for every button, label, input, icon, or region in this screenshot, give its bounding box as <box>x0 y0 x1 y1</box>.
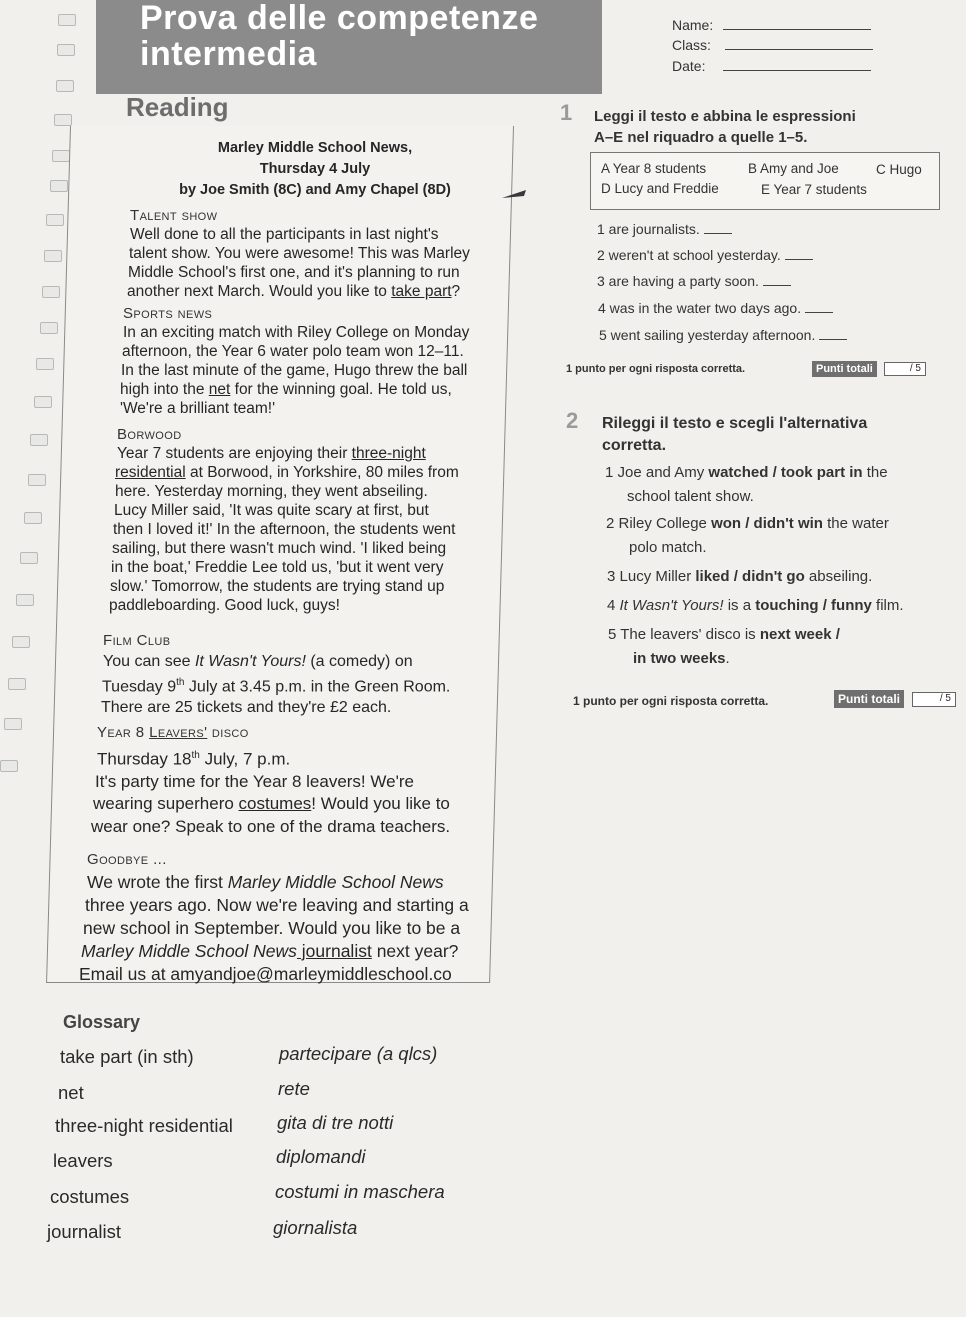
text: . <box>725 650 730 667</box>
page-title <box>140 0 538 72</box>
newsletter-masthead <box>150 138 480 201</box>
article-line: in the boat,' Freddie Lee told us, 'but it went very <box>111 559 444 576</box>
article-line <box>127 282 510 301</box>
masthead-line: Marley Middle School News, <box>217 140 413 156</box>
text: wearing superhero <box>93 794 239 814</box>
masthead-line: Thursday 4 July <box>259 161 371 177</box>
question-text: 3 are having a party soon. <box>597 273 759 289</box>
glossary-term: costumes <box>50 1186 130 1207</box>
sports-news-heading: Sports news <box>123 305 213 322</box>
article-line: talent show. You were awesome! This was Marley <box>129 245 470 262</box>
pen-tip-icon <box>502 188 528 200</box>
choice-d: D Lucy and Freddie <box>601 181 719 196</box>
binding-hole <box>30 434 48 446</box>
article-line: Lucy Miller said, 'It was quite scary at first, but <box>114 502 429 519</box>
glossary-term-three-night: three-night <box>351 445 426 462</box>
article-line: three years ago. Now we're leaving and starting a <box>85 895 469 915</box>
text: another next March. Would you like to <box>127 283 392 300</box>
article-line <box>117 444 507 463</box>
article-line <box>97 745 507 771</box>
date-label: Date: <box>672 58 706 74</box>
choice-a: A Year 8 students <box>601 161 707 176</box>
choice-b: B Amy and Joe <box>748 161 839 176</box>
text: at Borwood, in Yorkshire, 80 miles from <box>185 464 459 481</box>
film-club-heading: Film Club <box>103 632 171 649</box>
article-line: here. Yesterday morning, they went abseiling. <box>115 483 428 500</box>
choice-options[interactable]: liked / didn't go <box>695 568 805 585</box>
ex2-total-label: Punti totali <box>834 690 904 708</box>
answer-blank[interactable] <box>805 301 833 313</box>
answer-blank[interactable] <box>704 222 732 234</box>
ex2-question-5 <box>608 623 840 671</box>
talent-show-heading: Talent show <box>130 207 218 224</box>
ex2-question-2 <box>606 512 889 560</box>
title-line2: intermedia <box>140 35 317 73</box>
goodbye-heading: Goodbye ... <box>87 851 167 868</box>
class-label: Class: <box>672 37 711 53</box>
choice-e: E Year 7 students <box>761 182 867 197</box>
glossary-term-journalist: journalist <box>296 941 372 961</box>
ex2-question-4 <box>607 594 904 618</box>
name-line[interactable] <box>723 17 871 30</box>
title-line: corretta. <box>602 437 667 454</box>
text: 4 <box>607 597 620 614</box>
text: next year? <box>371 941 459 961</box>
ex2-question-1 <box>605 461 888 509</box>
text: 2 Riley College <box>606 515 712 532</box>
answer-blank[interactable] <box>763 274 791 286</box>
text: abseiling. <box>804 568 873 585</box>
newsletter-name: Marley Middle School News <box>81 941 297 961</box>
exercise-2-title <box>602 413 867 457</box>
article-line: There are 25 tickets and they're £2 each. <box>101 699 392 717</box>
binding-hole <box>50 180 68 192</box>
binding-hole <box>58 14 76 26</box>
article-line: wear one? Speak to one of the drama teachers. <box>91 816 451 836</box>
glossary-translation: partecipare (a qlcs) <box>279 1043 438 1064</box>
binding-hole <box>46 214 64 226</box>
choice-options[interactable]: won / didn't win <box>711 515 823 532</box>
film-club-article <box>103 630 503 718</box>
article-line: new school in September. Would you like to be a <box>83 918 461 938</box>
name-field[interactable] <box>672 17 871 33</box>
exercise-1-number: 1 <box>560 100 573 125</box>
glossary-translation: diplomandi <box>276 1146 366 1167</box>
text: Year 7 students are enjoying their <box>117 445 352 462</box>
text: ? <box>451 283 461 300</box>
glossary-term: take part (in sth) <box>60 1046 194 1067</box>
text: (a comedy) on <box>305 653 413 670</box>
article-line <box>93 793 507 816</box>
binding-hole <box>54 114 72 126</box>
page-binding-edge <box>0 0 60 1317</box>
binding-hole <box>42 286 60 298</box>
text: We wrote the first <box>87 872 228 892</box>
choice-c: C Hugo <box>876 162 922 177</box>
glossary-translation: giornalista <box>273 1217 358 1238</box>
glossary-term: leavers <box>53 1150 113 1171</box>
binding-hole <box>4 718 22 730</box>
talent-show-article <box>127 206 510 301</box>
choices-box <box>590 152 940 210</box>
glossary-term: net <box>58 1082 84 1103</box>
glossary-term-residential: residential <box>115 464 186 481</box>
binding-hole <box>0 760 18 772</box>
film-title: It Wasn't Yours! <box>619 597 724 614</box>
text: Year 8 <box>97 724 150 741</box>
text: high into the <box>120 381 209 398</box>
glossary-term-leavers: Leavers' <box>149 724 208 741</box>
text: film. <box>871 597 904 614</box>
text: July at 3.45 p.m. in the Green Room. <box>184 678 451 696</box>
title-line: A–E nel riquadro a quelle 1–5. <box>594 129 808 146</box>
glossary-term-take-part: take part <box>391 283 452 300</box>
article-line <box>115 463 507 482</box>
ex2-question-3 <box>607 565 872 589</box>
article-line: It's party time for the Year 8 leavers! We're <box>95 771 414 791</box>
choice-options[interactable]: touching / funny <box>755 597 872 614</box>
glossary-title: Glossary <box>63 1012 141 1032</box>
ex1-total-label: Punti totali <box>812 361 877 377</box>
text: for the winning goal. He told us, <box>230 381 452 398</box>
question-text: 4 was in the water two days ago. <box>598 300 802 316</box>
binding-hole <box>34 396 52 408</box>
article-line: Middle School's first one, and it's planning to run <box>128 264 460 281</box>
superscript: th <box>191 749 200 761</box>
article-line <box>103 651 503 672</box>
question-text: 1 are journalists. <box>597 221 700 237</box>
binding-hole <box>20 552 38 564</box>
text: Tuesday 9 <box>102 678 177 696</box>
glossary-term-costumes: costumes <box>238 794 312 814</box>
binding-hole <box>28 474 46 486</box>
glossary-translation: gita di tre notti <box>277 1112 394 1133</box>
text: disco <box>207 724 249 741</box>
article-line: In the last minute of the game, Hugo threw the ball <box>121 362 468 379</box>
article-line <box>120 380 508 399</box>
glossary-term: journalist <box>47 1221 122 1242</box>
choice-options[interactable]: next week / <box>759 626 840 643</box>
date-line[interactable] <box>723 58 871 71</box>
text: You can see <box>103 653 195 670</box>
ex1-points-note: 1 punto per ogni risposta corretta. <box>566 363 746 375</box>
article-line: Email us at amyandjoe@marleymiddleschool.co <box>79 964 452 984</box>
text: Thursday 18 <box>97 749 192 769</box>
exercise-1-title <box>594 106 856 148</box>
goodbye-article <box>79 848 507 986</box>
ex1-question-1 <box>597 221 732 237</box>
title-line1: Prova delle competenze <box>140 0 539 37</box>
glossary-translation: costumi in maschera <box>275 1181 445 1202</box>
text: is a <box>723 597 756 614</box>
class-field[interactable] <box>672 37 873 53</box>
question-text: 5 went sailing yesterday afternoon. <box>599 327 816 343</box>
article-line <box>81 940 507 963</box>
binding-hole <box>52 150 70 162</box>
title-line: Leggi il testo e abbina le espressioni <box>594 108 856 125</box>
name-label: Name: <box>672 17 714 33</box>
binding-hole <box>56 80 74 92</box>
choice-options[interactable]: in two weeks <box>633 650 726 667</box>
text: the <box>862 464 888 481</box>
text: polo match. <box>629 539 707 556</box>
article-line: 'We're a brilliant team!' <box>120 400 276 417</box>
masthead-line: by Joe Smith (8C) and Amy Chapel (8D) <box>179 182 451 198</box>
film-title: It Wasn't Yours! <box>194 653 306 670</box>
ex2-total-score[interactable]: / 5 <box>912 692 956 707</box>
header-band <box>96 0 602 94</box>
article-line: afternoon, the Year 6 water polo team won 12–11. <box>122 343 464 360</box>
disco-article <box>91 722 507 838</box>
text: July, 7 p.m. <box>199 749 291 769</box>
question-text: 2 weren't at school yesterday. <box>597 247 781 263</box>
ex1-question-3 <box>597 273 791 289</box>
answer-blank[interactable] <box>819 328 847 340</box>
binding-hole <box>40 322 58 334</box>
class-line[interactable] <box>725 37 873 50</box>
article-line: In an exciting match with Riley College on Monday <box>123 324 470 341</box>
text: school talent show. <box>627 488 754 505</box>
article-line: then I loved it!' In the afternoon, the students went <box>113 521 456 538</box>
ex2-points-note: 1 punto per ogni risposta corretta. <box>573 694 769 708</box>
exercise-2-number: 2 <box>566 408 579 433</box>
answer-blank[interactable] <box>785 248 813 260</box>
binding-hole <box>16 594 34 606</box>
glossary-term: three-night residential <box>55 1115 233 1136</box>
date-field[interactable] <box>672 58 871 74</box>
glossary-term-net: net <box>208 381 231 398</box>
article-line: slow.' Tomorrow, the students are trying stand up <box>110 578 445 595</box>
article-line: Well done to all the participants in last night's <box>130 226 439 243</box>
binding-hole <box>8 678 26 690</box>
ex1-total-score[interactable]: / 5 <box>884 362 926 376</box>
binding-hole <box>57 44 75 56</box>
text: ! Would you like to <box>311 794 450 814</box>
glossary-translation: rete <box>278 1078 310 1099</box>
binding-hole <box>36 358 54 370</box>
article-line <box>87 871 507 894</box>
borwood-heading: Borwood <box>117 426 182 443</box>
text: 5 The leavers' disco is <box>608 626 760 643</box>
ex1-question-4 <box>598 300 833 316</box>
text: 1 Joe and Amy <box>605 464 709 481</box>
disco-heading <box>97 722 507 745</box>
choice-options[interactable]: watched / took part in <box>708 464 863 481</box>
ex1-question-5 <box>599 327 847 343</box>
text: 3 Lucy Miller <box>607 568 696 585</box>
text: the water <box>822 515 889 532</box>
article-line: sailing, but there wasn't much wind. 'I liked being <box>112 540 447 557</box>
article-line: paddleboarding. Good luck, guys! <box>109 597 340 614</box>
borwood-article <box>109 425 507 615</box>
article-line <box>102 672 503 697</box>
binding-hole <box>24 512 42 524</box>
section-title: Reading <box>126 92 229 122</box>
binding-hole <box>12 636 30 648</box>
sports-news-article <box>120 304 508 418</box>
title-line: Rileggi il testo e scegli l'alternativa <box>602 415 868 432</box>
ex1-question-2 <box>597 247 813 263</box>
newsletter-name: Marley Middle School News <box>227 872 444 892</box>
superscript: th <box>176 677 185 688</box>
binding-hole <box>44 250 62 262</box>
